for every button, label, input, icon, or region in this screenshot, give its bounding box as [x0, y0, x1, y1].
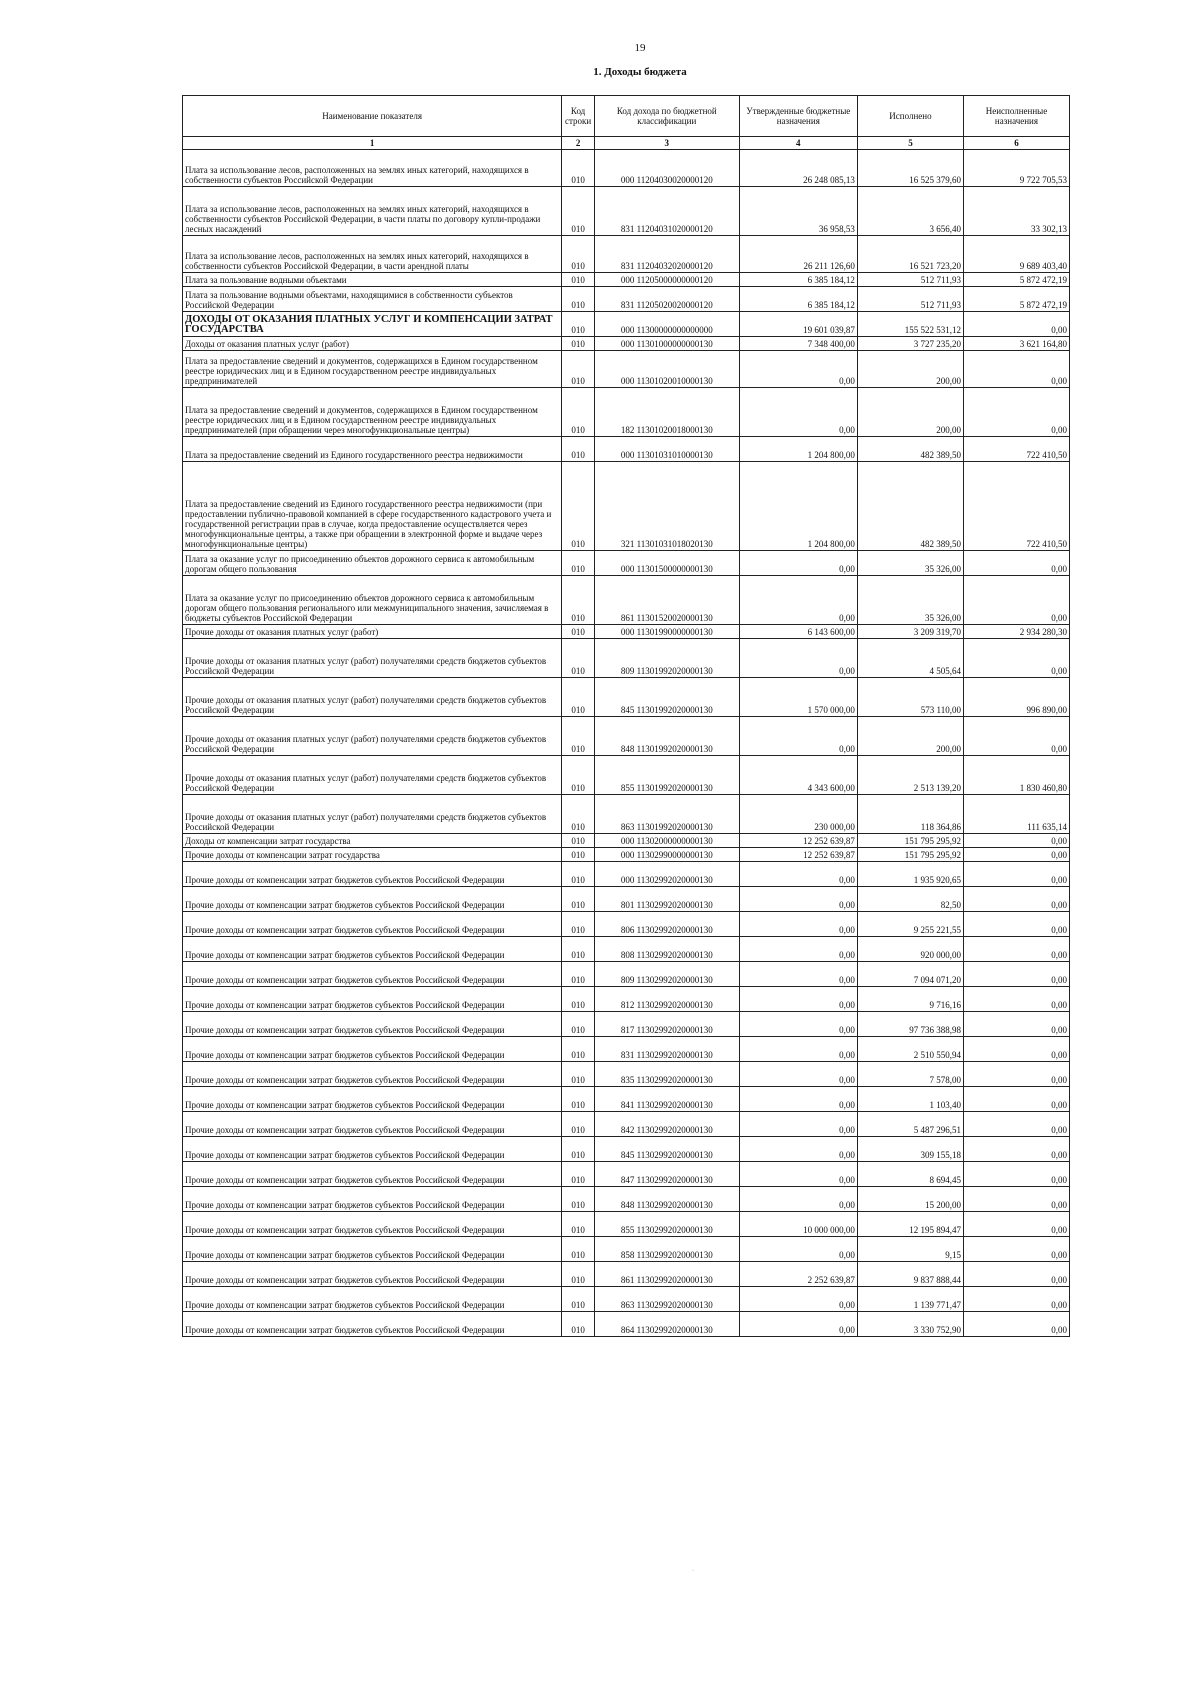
- row-approved: 0,00: [739, 962, 857, 987]
- table-row: [183, 1087, 1070, 1112]
- column-number-row: [183, 137, 1070, 150]
- row-unexecuted: 0,00: [963, 1237, 1069, 1262]
- row-kbk: 861 11301520020000130: [594, 576, 739, 625]
- row-executed: 1 935 920,65: [857, 862, 963, 887]
- row-executed: 5 487 296,51: [857, 1112, 963, 1137]
- row-executed: 482 389,50: [857, 437, 963, 462]
- header-executed: Исполнено: [857, 96, 963, 137]
- row-executed: 151 795 295,92: [857, 848, 963, 862]
- row-code: 010: [562, 337, 595, 351]
- row-code: 010: [562, 987, 595, 1012]
- row-kbk: 000 11302990000000130: [594, 848, 739, 862]
- row-kbk: 809 11301992020000130: [594, 639, 739, 678]
- header-approved: Утвержденные бюджетные назначения: [739, 96, 857, 137]
- row-code: 010: [562, 462, 595, 551]
- row-name: Прочие доходы от оказания платных услуг (работ) получателями средств бюджетов субъектов Российской Федерации: [183, 678, 562, 717]
- table-body: [183, 150, 1070, 1337]
- row-approved: 0,00: [739, 1012, 857, 1037]
- row-unexecuted: 1 830 460,80: [963, 756, 1069, 795]
- row-code: 010: [562, 937, 595, 962]
- table-row: [183, 1037, 1070, 1062]
- row-kbk: 801 11302992020000130: [594, 887, 739, 912]
- row-kbk: 812 11302992020000130: [594, 987, 739, 1012]
- table-row: [183, 576, 1070, 625]
- table-row: [183, 462, 1070, 551]
- row-name: Прочие доходы от компенсации затрат бюджетов субъектов Российской Федерации: [183, 1112, 562, 1137]
- row-unexecuted: 33 302,13: [963, 187, 1069, 236]
- row-approved: 0,00: [739, 551, 857, 576]
- table-row: [183, 887, 1070, 912]
- row-approved: 12 252 639,87: [739, 834, 857, 848]
- row-name: Плата за использование лесов, расположенных на землях иных категорий, находящихся в собственности субъектов Российской Федерации, в части арендной платы: [183, 236, 562, 273]
- row-approved: 7 348 400,00: [739, 337, 857, 351]
- row-executed: 16 521 723,20: [857, 236, 963, 273]
- column-number: 5: [857, 137, 963, 150]
- row-kbk: 848 11302992020000130: [594, 1187, 739, 1212]
- table-row: [183, 312, 1070, 337]
- row-name: Плата за предоставление сведений из Единого государственного реестра недвижимости: [183, 437, 562, 462]
- row-name: Прочие доходы от оказания платных услуг (работ) получателями средств бюджетов субъектов Российской Федерации: [183, 795, 562, 834]
- row-code: 010: [562, 912, 595, 937]
- table-row: [183, 287, 1070, 312]
- section-title: 1. Доходы бюджета: [593, 66, 687, 78]
- row-code: 010: [562, 1262, 595, 1287]
- row-code: 010: [562, 1037, 595, 1062]
- table-row: [183, 678, 1070, 717]
- row-unexecuted: 0,00: [963, 312, 1069, 337]
- row-code: 010: [562, 150, 595, 187]
- row-unexecuted: 722 410,50: [963, 462, 1069, 551]
- row-unexecuted: 0,00: [963, 388, 1069, 437]
- row-unexecuted: 2 934 280,30: [963, 625, 1069, 639]
- row-kbk: 000 11302000000000130: [594, 834, 739, 848]
- row-unexecuted: 111 635,14: [963, 795, 1069, 834]
- row-executed: 8 694,45: [857, 1162, 963, 1187]
- row-unexecuted: 0,00: [963, 1187, 1069, 1212]
- table-row: [183, 1287, 1070, 1312]
- row-code: 010: [562, 1087, 595, 1112]
- row-approved: 1 570 000,00: [739, 678, 857, 717]
- row-executed: 482 389,50: [857, 462, 963, 551]
- table-row: [183, 639, 1070, 678]
- row-unexecuted: 0,00: [963, 848, 1069, 862]
- table-row: [183, 717, 1070, 756]
- row-approved: 0,00: [739, 639, 857, 678]
- row-approved: 0,00: [739, 887, 857, 912]
- row-executed: 9 716,16: [857, 987, 963, 1012]
- row-name: Прочие доходы от компенсации затрат бюджетов субъектов Российской Федерации: [183, 1162, 562, 1187]
- row-approved: 0,00: [739, 1237, 857, 1262]
- row-kbk: 817 11302992020000130: [594, 1012, 739, 1037]
- row-executed: 200,00: [857, 351, 963, 388]
- row-name: Прочие доходы от оказания платных услуг (работ) получателями средств бюджетов субъектов Российской Федерации: [183, 639, 562, 678]
- row-executed: 1 103,40: [857, 1087, 963, 1112]
- row-name: Прочие доходы от оказания платных услуг (работ) получателями средств бюджетов субъектов Российской Федерации: [183, 717, 562, 756]
- row-kbk: 809 11302992020000130: [594, 962, 739, 987]
- row-name: Прочие доходы от компенсации затрат бюджетов субъектов Российской Федерации: [183, 962, 562, 987]
- row-approved: 0,00: [739, 1037, 857, 1062]
- row-name: Доходы от компенсации затрат государства: [183, 834, 562, 848]
- table-row: [183, 273, 1070, 287]
- row-name: Прочие доходы от компенсации затрат бюджетов субъектов Российской Федерации: [183, 1137, 562, 1162]
- row-approved: 0,00: [739, 1312, 857, 1337]
- row-kbk: 806 11302992020000130: [594, 912, 739, 937]
- row-kbk: 861 11302992020000130: [594, 1262, 739, 1287]
- table-row: [183, 437, 1070, 462]
- table-row: [183, 1212, 1070, 1237]
- row-executed: 151 795 295,92: [857, 834, 963, 848]
- row-approved: 1 204 800,00: [739, 462, 857, 551]
- table-row: [183, 848, 1070, 862]
- row-code: 010: [562, 625, 595, 639]
- scan-speck: ·: [692, 1568, 694, 1574]
- row-approved: 230 000,00: [739, 795, 857, 834]
- row-code: 010: [562, 862, 595, 887]
- header-name: Наименование показателя: [183, 96, 562, 137]
- table-row: [183, 862, 1070, 887]
- row-code: 010: [562, 962, 595, 987]
- page-number: 19: [634, 42, 646, 54]
- table-row: [183, 795, 1070, 834]
- table-row: [183, 1312, 1070, 1337]
- header-code: Код строки: [562, 96, 595, 137]
- table-row: [183, 834, 1070, 848]
- table-row: [183, 187, 1070, 236]
- table-row: [183, 1062, 1070, 1087]
- row-kbk: 845 11302992020000130: [594, 1137, 739, 1162]
- row-approved: 0,00: [739, 987, 857, 1012]
- row-code: 010: [562, 1062, 595, 1087]
- column-number: 1: [183, 137, 562, 150]
- row-executed: 9 837 888,44: [857, 1262, 963, 1287]
- row-unexecuted: 0,00: [963, 987, 1069, 1012]
- row-name: Прочие доходы от компенсации затрат бюджетов субъектов Российской Федерации: [183, 862, 562, 887]
- table-row: [183, 962, 1070, 987]
- row-name: Прочие доходы от компенсации затрат государства: [183, 848, 562, 862]
- row-kbk: 000 11301000000000130: [594, 337, 739, 351]
- row-name: Плата за использование лесов, расположенных на землях иных категорий, находящихся в собственности субъектов Российской Федерации: [183, 150, 562, 187]
- row-name: ДОХОДЫ ОТ ОКАЗАНИЯ ПЛАТНЫХ УСЛУГ И КОМПЕНСАЦИИ ЗАТРАТ ГОСУДАРСТВА: [183, 312, 562, 337]
- row-unexecuted: 0,00: [963, 887, 1069, 912]
- row-approved: 26 248 085,13: [739, 150, 857, 187]
- row-kbk: 831 11302992020000130: [594, 1037, 739, 1062]
- row-code: 010: [562, 273, 595, 287]
- row-executed: 9,15: [857, 1237, 963, 1262]
- table-row: [183, 1112, 1070, 1137]
- row-approved: 12 252 639,87: [739, 848, 857, 862]
- column-number: 2: [562, 137, 595, 150]
- table-header: [183, 96, 1070, 150]
- row-code: 010: [562, 678, 595, 717]
- header-unexecuted: Неисполненные назначения: [963, 96, 1069, 137]
- row-approved: 6 143 600,00: [739, 625, 857, 639]
- row-unexecuted: 0,00: [963, 1312, 1069, 1337]
- row-approved: 0,00: [739, 351, 857, 388]
- row-executed: 920 000,00: [857, 937, 963, 962]
- table-row: [183, 625, 1070, 639]
- row-kbk: 863 11302992020000130: [594, 1287, 739, 1312]
- row-kbk: 848 11301992020000130: [594, 717, 739, 756]
- table-row: [183, 1187, 1070, 1212]
- row-kbk: 835 11302992020000130: [594, 1062, 739, 1087]
- row-kbk: 864 11302992020000130: [594, 1312, 739, 1337]
- table-row: [183, 987, 1070, 1012]
- table-row: [183, 1012, 1070, 1037]
- table-row: [183, 1137, 1070, 1162]
- row-kbk: 831 11204032020000120: [594, 236, 739, 273]
- row-unexecuted: 0,00: [963, 1287, 1069, 1312]
- row-code: 010: [562, 388, 595, 437]
- row-executed: 573 110,00: [857, 678, 963, 717]
- row-executed: 82,50: [857, 887, 963, 912]
- row-kbk: 000 11301031010000130: [594, 437, 739, 462]
- header-kbk: Код дохода по бюджетной классификации: [594, 96, 739, 137]
- row-kbk: 000 11205000000000120: [594, 273, 739, 287]
- row-executed: 9 255 221,55: [857, 912, 963, 937]
- row-approved: 0,00: [739, 1287, 857, 1312]
- row-approved: 6 385 184,12: [739, 287, 857, 312]
- row-kbk: 000 11300000000000000: [594, 312, 739, 337]
- row-executed: 15 200,00: [857, 1187, 963, 1212]
- row-code: 010: [562, 834, 595, 848]
- row-unexecuted: 0,00: [963, 351, 1069, 388]
- table-row: [183, 236, 1070, 273]
- row-code: 010: [562, 312, 595, 337]
- row-executed: 7 094 071,20: [857, 962, 963, 987]
- row-kbk: 842 11302992020000130: [594, 1112, 739, 1137]
- row-executed: 512 711,93: [857, 273, 963, 287]
- row-executed: 309 155,18: [857, 1137, 963, 1162]
- row-name: Прочие доходы от компенсации затрат бюджетов субъектов Российской Федерации: [183, 1212, 562, 1237]
- row-name: Прочие доходы от компенсации затрат бюджетов субъектов Российской Федерации: [183, 1187, 562, 1212]
- row-executed: 16 525 379,60: [857, 150, 963, 187]
- row-kbk: 858 11302992020000130: [594, 1237, 739, 1262]
- table-row: [183, 150, 1070, 187]
- row-executed: 2 510 550,94: [857, 1037, 963, 1062]
- row-unexecuted: 0,00: [963, 1162, 1069, 1187]
- income-table: [182, 95, 1070, 1337]
- row-kbk: 000 11204030020000120: [594, 150, 739, 187]
- column-number: 6: [963, 137, 1069, 150]
- row-approved: 4 343 600,00: [739, 756, 857, 795]
- row-code: 010: [562, 1287, 595, 1312]
- row-unexecuted: 0,00: [963, 576, 1069, 625]
- row-code: 010: [562, 848, 595, 862]
- row-unexecuted: 9 689 403,40: [963, 236, 1069, 273]
- row-name: Плата за пользование водными объектами, находящимися в собственности субъектов Российской Федерации: [183, 287, 562, 312]
- row-unexecuted: 9 722 705,53: [963, 150, 1069, 187]
- row-code: 010: [562, 187, 595, 236]
- row-code: 010: [562, 1237, 595, 1262]
- row-kbk: 808 11302992020000130: [594, 937, 739, 962]
- row-unexecuted: 5 872 472,19: [963, 273, 1069, 287]
- row-kbk: 000 11301500000000130: [594, 551, 739, 576]
- row-approved: 0,00: [739, 1062, 857, 1087]
- table-row: [183, 351, 1070, 388]
- row-approved: 0,00: [739, 862, 857, 887]
- row-executed: 1 139 771,47: [857, 1287, 963, 1312]
- row-code: 010: [562, 1162, 595, 1187]
- row-name: Прочие доходы от компенсации затрат бюджетов субъектов Российской Федерации: [183, 1262, 562, 1287]
- row-code: 010: [562, 236, 595, 273]
- row-approved: 0,00: [739, 717, 857, 756]
- row-executed: 512 711,93: [857, 287, 963, 312]
- table-row: [183, 1262, 1070, 1287]
- row-approved: 0,00: [739, 937, 857, 962]
- row-executed: 4 505,64: [857, 639, 963, 678]
- row-kbk: 831 11205020020000120: [594, 287, 739, 312]
- row-unexecuted: 0,00: [963, 912, 1069, 937]
- row-approved: 0,00: [739, 1087, 857, 1112]
- row-kbk: 855 11301992020000130: [594, 756, 739, 795]
- row-executed: 3 727 235,20: [857, 337, 963, 351]
- row-executed: 200,00: [857, 388, 963, 437]
- row-executed: 97 736 388,98: [857, 1012, 963, 1037]
- row-approved: 2 252 639,87: [739, 1262, 857, 1287]
- row-kbk: 182 11301020018000130: [594, 388, 739, 437]
- row-name: Прочие доходы от компенсации затрат бюджетов субъектов Российской Федерации: [183, 912, 562, 937]
- row-code: 010: [562, 795, 595, 834]
- row-code: 010: [562, 437, 595, 462]
- row-code: 010: [562, 551, 595, 576]
- row-name: Прочие доходы от компенсации затрат бюджетов субъектов Российской Федерации: [183, 987, 562, 1012]
- row-executed: 2 513 139,20: [857, 756, 963, 795]
- row-approved: 19 601 039,87: [739, 312, 857, 337]
- row-unexecuted: 0,00: [963, 717, 1069, 756]
- row-kbk: 831 11204031020000120: [594, 187, 739, 236]
- row-code: 010: [562, 717, 595, 756]
- row-unexecuted: 0,00: [963, 639, 1069, 678]
- row-approved: 26 211 126,60: [739, 236, 857, 273]
- row-approved: 36 958,53: [739, 187, 857, 236]
- row-unexecuted: 0,00: [963, 834, 1069, 848]
- row-executed: 3 656,40: [857, 187, 963, 236]
- row-code: 010: [562, 639, 595, 678]
- table-row: [183, 912, 1070, 937]
- row-kbk: 000 11302992020000130: [594, 862, 739, 887]
- row-unexecuted: 722 410,50: [963, 437, 1069, 462]
- row-code: 010: [562, 1012, 595, 1037]
- row-unexecuted: 0,00: [963, 1062, 1069, 1087]
- row-approved: 0,00: [739, 388, 857, 437]
- row-code: 010: [562, 756, 595, 795]
- row-code: 010: [562, 351, 595, 388]
- table-row: [183, 1162, 1070, 1187]
- column-number: 4: [739, 137, 857, 150]
- row-unexecuted: 0,00: [963, 862, 1069, 887]
- row-name: Прочие доходы от компенсации затрат бюджетов субъектов Российской Федерации: [183, 1312, 562, 1337]
- row-name: Плата за предоставление сведений и документов, содержащихся в Едином государственном реестре юридических лиц и в Едином государственном реестре индивидуальных предпринимателей (при обращении через многофункциональные центры): [183, 388, 562, 437]
- row-kbk: 847 11302992020000130: [594, 1162, 739, 1187]
- table-row: [183, 388, 1070, 437]
- row-kbk: 000 11301020010000130: [594, 351, 739, 388]
- row-kbk: 841 11302992020000130: [594, 1087, 739, 1112]
- row-kbk: 000 11301990000000130: [594, 625, 739, 639]
- row-unexecuted: 0,00: [963, 1087, 1069, 1112]
- row-unexecuted: 0,00: [963, 551, 1069, 576]
- row-code: 010: [562, 887, 595, 912]
- row-kbk: 321 11301031018020130: [594, 462, 739, 551]
- row-code: 010: [562, 287, 595, 312]
- row-name: Прочие доходы от компенсации затрат бюджетов субъектов Российской Федерации: [183, 937, 562, 962]
- row-unexecuted: 0,00: [963, 1037, 1069, 1062]
- table-row: [183, 937, 1070, 962]
- table-row: [183, 1237, 1070, 1262]
- row-name: Прочие доходы от компенсации затрат бюджетов субъектов Российской Федерации: [183, 887, 562, 912]
- row-unexecuted: 996 890,00: [963, 678, 1069, 717]
- row-approved: 0,00: [739, 1112, 857, 1137]
- row-name: Доходы от оказания платных услуг (работ): [183, 337, 562, 351]
- row-approved: 0,00: [739, 576, 857, 625]
- row-code: 010: [562, 1187, 595, 1212]
- row-name: Прочие доходы от компенсации затрат бюджетов субъектов Российской Федерации: [183, 1287, 562, 1312]
- row-unexecuted: 0,00: [963, 962, 1069, 987]
- row-name: Прочие доходы от оказания платных услуг (работ) получателями средств бюджетов субъектов Российской Федерации: [183, 756, 562, 795]
- row-name: Прочие доходы от компенсации затрат бюджетов субъектов Российской Федерации: [183, 1237, 562, 1262]
- row-name: Прочие доходы от компенсации затрат бюджетов субъектов Российской Федерации: [183, 1012, 562, 1037]
- row-unexecuted: 0,00: [963, 1212, 1069, 1237]
- row-approved: 1 204 800,00: [739, 437, 857, 462]
- row-executed: 3 209 319,70: [857, 625, 963, 639]
- row-kbk: 845 11301992020000130: [594, 678, 739, 717]
- row-executed: 155 522 531,12: [857, 312, 963, 337]
- row-name: Плата за использование лесов, расположенных на землях иных категорий, находящихся в собственности субъектов Российской Федерации, в части платы по договору купли-продажи лесных насаждений: [183, 187, 562, 236]
- row-unexecuted: 0,00: [963, 937, 1069, 962]
- row-unexecuted: 0,00: [963, 1262, 1069, 1287]
- row-approved: 0,00: [739, 1137, 857, 1162]
- row-code: 010: [562, 1112, 595, 1137]
- row-executed: 7 578,00: [857, 1062, 963, 1087]
- row-approved: 0,00: [739, 1162, 857, 1187]
- row-code: 010: [562, 1312, 595, 1337]
- row-approved: 0,00: [739, 1187, 857, 1212]
- row-name: Прочие доходы от оказания платных услуг (работ): [183, 625, 562, 639]
- row-executed: 35 326,00: [857, 551, 963, 576]
- row-name: Плата за предоставление сведений из Единого государственного реестра недвижимости (при предоставлении публично-правовой компанией в сфере государственного кадастрового учета и государственной регистрации прав в случае, когда предоставление осуществляется через многофункциональные центры, а также при обращении в электронной форме и выдаче через многофункциональные центры): [183, 462, 562, 551]
- row-executed: 118 364,86: [857, 795, 963, 834]
- row-code: 010: [562, 1137, 595, 1162]
- row-name: Прочие доходы от компенсации затрат бюджетов субъектов Российской Федерации: [183, 1037, 562, 1062]
- row-unexecuted: 3 621 164,80: [963, 337, 1069, 351]
- row-approved: 10 000 000,00: [739, 1212, 857, 1237]
- table-row: [183, 756, 1070, 795]
- column-number: 3: [594, 137, 739, 150]
- row-unexecuted: 0,00: [963, 1112, 1069, 1137]
- row-unexecuted: 0,00: [963, 1137, 1069, 1162]
- row-kbk: 855 11302992020000130: [594, 1212, 739, 1237]
- table-row: [183, 551, 1070, 576]
- row-name: Прочие доходы от компенсации затрат бюджетов субъектов Российской Федерации: [183, 1062, 562, 1087]
- row-unexecuted: 0,00: [963, 1012, 1069, 1037]
- row-unexecuted: 5 872 472,19: [963, 287, 1069, 312]
- row-kbk: 863 11301992020000130: [594, 795, 739, 834]
- row-executed: 35 326,00: [857, 576, 963, 625]
- row-executed: 200,00: [857, 717, 963, 756]
- row-code: 010: [562, 576, 595, 625]
- row-name: Плата за пользование водными объектами: [183, 273, 562, 287]
- row-name: Плата за предоставление сведений и документов, содержащихся в Едином государственном реестре юридических лиц и в Едином государственном реестре индивидуальных предпринимателей: [183, 351, 562, 388]
- row-executed: 3 330 752,90: [857, 1312, 963, 1337]
- row-approved: 6 385 184,12: [739, 273, 857, 287]
- row-name: Плата за оказание услуг по присоединению объектов дорожного сервиса к автомобильным дорогам общего пользования: [183, 551, 562, 576]
- row-code: 010: [562, 1212, 595, 1237]
- row-name: Прочие доходы от компенсации затрат бюджетов субъектов Российской Федерации: [183, 1087, 562, 1112]
- row-approved: 0,00: [739, 912, 857, 937]
- table-row: [183, 337, 1070, 351]
- row-executed: 12 195 894,47: [857, 1212, 963, 1237]
- row-name: Плата за оказание услуг по присоединению объектов дорожного сервиса к автомобильным дорогам общего пользования регионального или межмуниципального значения, зачисляемая в бюджеты субъектов Российской Федерации: [183, 576, 562, 625]
